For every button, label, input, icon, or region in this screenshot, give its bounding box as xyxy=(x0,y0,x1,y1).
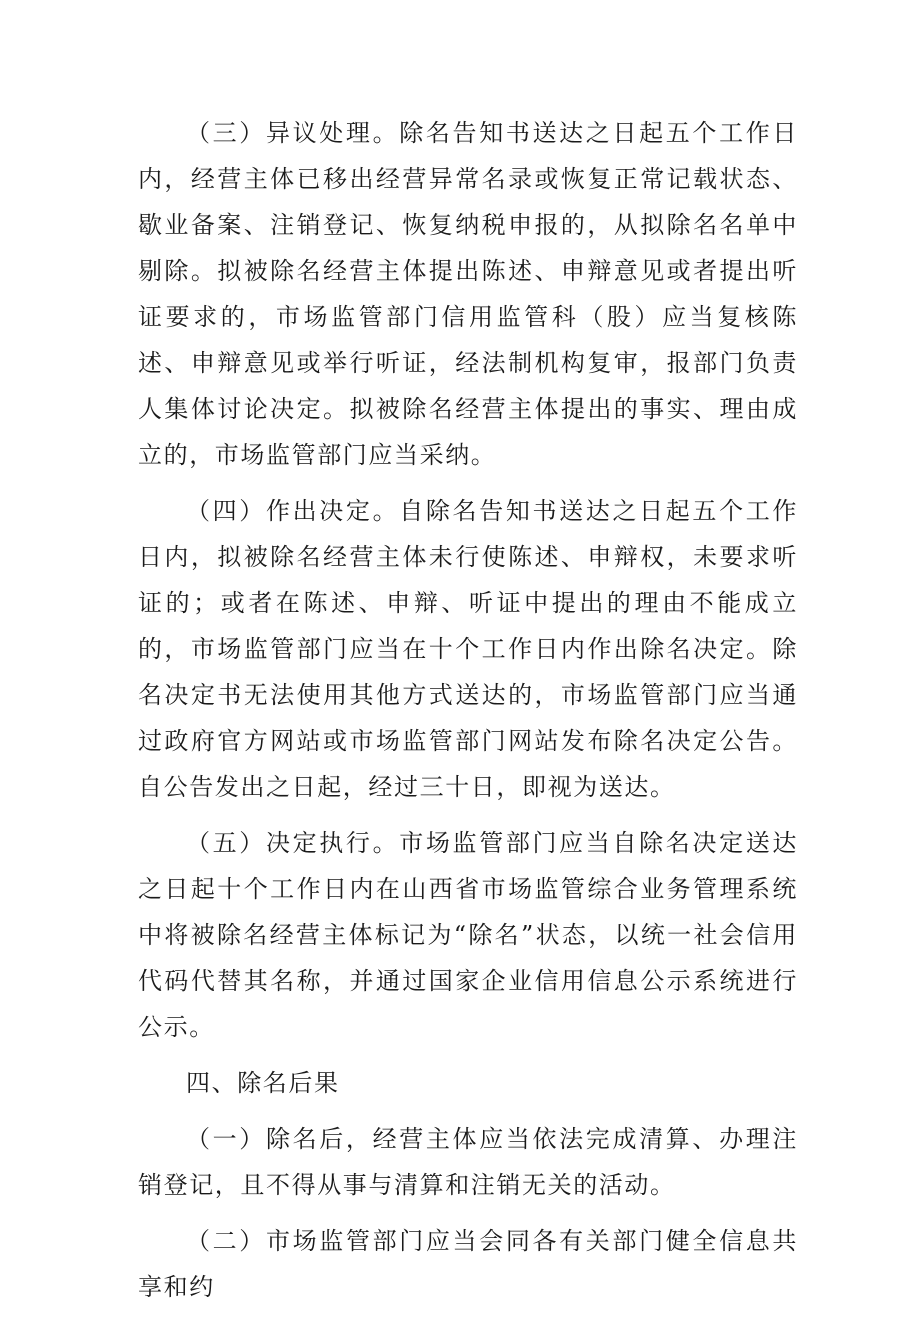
paragraph-objection-handling: （三）异议处理。除名告知书送达之日起五个工作日内，经营主体已移出经营异常名录或恢复正常记载状态、歇业备案、注销登记、恢复纳税申报的，从拟除名名单中剔除。拟被除名经营主体提出陈述、申辩意见或者提出听证要求的，市场监管部门信用监管科（股）应当复核陈述、申辩意见或举行听证，经法制机构复审，报部门负责人集体讨论决定。拟被除名经营主体提出的事实、理由成立的，市场监管部门应当采纳。 xyxy=(138,119,798,469)
paragraph-decision-execution: （五）决定执行。市场监管部门应当自除名决定送达之日起十个工作日内在山西省市场监管综合业务管理系统中将被除名经营主体标记为“除名”状态，以统一社会信用代码代替其名称，并通过国家企业信用信息公示系统进行公示。 xyxy=(138,829,798,1041)
document-body xyxy=(138,110,798,1320)
paragraph-make-decision: （四）作出决定。自除名告知书送达之日起五个工作日内，拟被除名经营主体未行使陈述、申辩权，未要求听证的；或者在陈述、申辩、听证中提出的理由不能成立的，市场监管部门应当在十个工作日内作出除名决定。除名决定书无法使用其他方式送达的，市场监管部门应当通过政府官方网站或市场监管部门网站发布除名决定公告。自公告发出之日起，经过三十日，即视为送达。 xyxy=(138,497,798,801)
paragraph-information-sharing: （二）市场监管部门应当会同各有关部门健全信息共享和约 xyxy=(138,1227,798,1301)
section-heading-consequences: 四、除名后果 xyxy=(186,1069,340,1097)
paragraph-after-removal: （一）除名后，经营主体应当依法完成清算、办理注销登记，且不得从事与清算和注销无关的活动。 xyxy=(138,1125,798,1199)
